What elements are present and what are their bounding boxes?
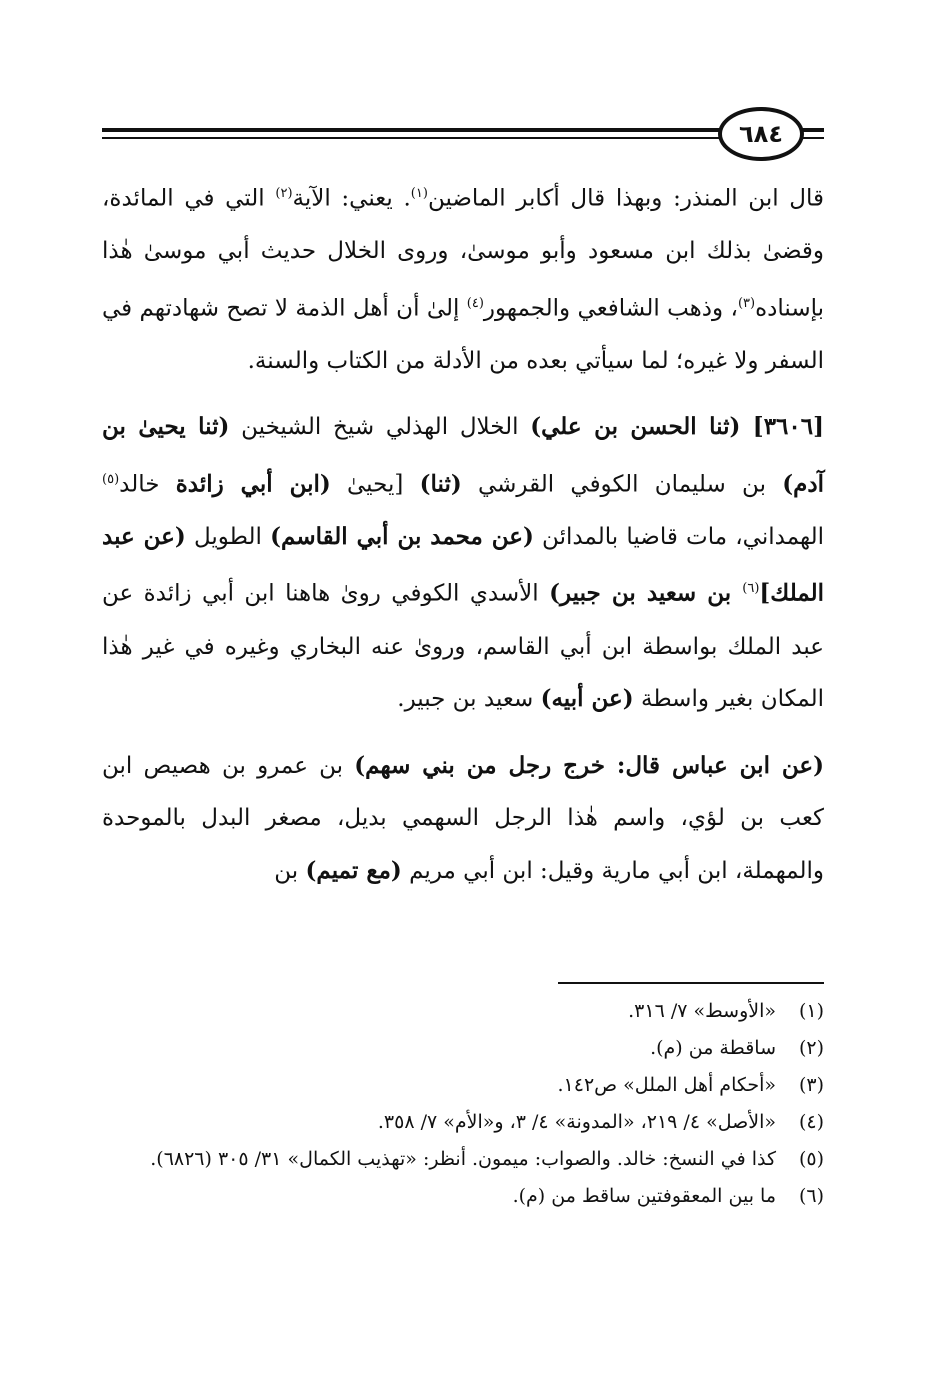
hadith-number: [٣٦٠٦] (ثنا الحسن بن علي) — [530, 413, 825, 441]
footnote-separator — [558, 982, 824, 984]
text-run: الأسدي الكوفي روىٰ هاهنا ابن أبي زائدة عن عبد الملك بواسطة ابن أبي القاسم، وروىٰ عنه البخاري وغيره في غير هٰذا المكان بغير واسطة — [102, 581, 824, 713]
narrator-bold: (عن عبد الملك] — [102, 522, 824, 608]
page-header — [0, 0, 945, 170]
narrator-bold: بن سعيد بن جبير) — [549, 580, 743, 608]
hadith-text-bold: (عن ابن عباس قال: خرج رجل من بني سهم) — [354, 751, 824, 779]
narrator-bold: (عن محمد بن أبي القاسم) — [270, 522, 534, 550]
footnote-ref: (٦) — [742, 581, 760, 597]
text-run: [يحيىٰ — [330, 471, 420, 498]
footnote-number: (٤) — [798, 1111, 824, 1133]
hadith-text-bold: (مع تميم) — [305, 856, 402, 884]
footnote-number: (٥) — [798, 1148, 824, 1170]
text-run: خالد — [119, 471, 176, 498]
header-rule-thick — [102, 128, 722, 132]
page-number-text: ٦٨٤ — [739, 120, 783, 148]
footnote — [102, 996, 824, 1027]
text-run: قال ابن المنذر: وبهذا قال أكابر الماضين — [427, 185, 825, 212]
footnote — [102, 1107, 824, 1138]
narrator-bold: (ابن أبي زائدة — [175, 470, 331, 498]
text-run: . يعني: الآية — [292, 185, 411, 212]
footnote-ref: (١) — [410, 186, 428, 201]
footnote — [102, 1033, 824, 1064]
header-rule-thin — [102, 137, 722, 139]
footnote — [102, 1181, 824, 1212]
footnote-ref: (٢) — [275, 186, 293, 201]
paragraph-2 — [102, 401, 824, 725]
text-run: التي في المائدة، وقضىٰ بذلك ابن مسعود وأبو موسىٰ، وروى الخلال حديث أبي موسىٰ هٰذا بإسناده — [102, 185, 825, 322]
main-text — [102, 168, 824, 897]
text-run: بن عمرو بن هصيص ابن كعب بن لؤي، واسم هٰذا الرجل السهمي بديل، مصغر البدل بالموحدة والمهملة، ابن أبي مارية وقيل: ابن أبي مريم — [102, 752, 824, 884]
text-run: ، وذهب الشافعي والجمهور — [483, 295, 738, 322]
footnote-number: (٢) — [798, 1037, 824, 1059]
narrator-bold: (عن أبيه) — [540, 685, 634, 713]
text-run: الهمداني، مات قاضيا بالمدائن — [533, 523, 825, 550]
footnote-text: «الأوسط» ٧/ ٣١٦. — [628, 1000, 776, 1022]
narrator-bold: (ثنا) — [419, 470, 462, 498]
text-run: بن — [274, 857, 306, 884]
footnote-number: (١) — [798, 1000, 824, 1022]
footnote-ref: (٣) — [737, 295, 756, 311]
footnote-number: (٣) — [798, 1074, 824, 1096]
text-run: الخلال الهذلي شيخ الشيخين — [229, 414, 531, 441]
paragraph-3 — [102, 740, 824, 898]
footnote-text: كذا في النسخ: خالد. والصواب: ميمون. أنظر: «تهذيب الكمال» ٣١/ ٣٠٥ (٦٨٢٦). — [150, 1148, 776, 1170]
footnote-ref: (٤) — [466, 295, 484, 311]
paragraph-1 — [102, 168, 824, 387]
footnote — [102, 1144, 824, 1175]
footnote-number: (٦) — [798, 1185, 824, 1207]
text-run: سعيد بن جبير. — [397, 686, 541, 713]
narrator-bold: (ثنا يحيىٰ بن آدم) — [102, 413, 824, 498]
footnote-text: ما بين المعقوفتين ساقط من (م). — [512, 1185, 776, 1207]
page-number — [718, 107, 804, 161]
footnote-text: «الأصل» ٤/ ٢١٩، «المدونة» ٤/ ٣، و«الأم» ٧/ ٣٥٨. — [377, 1111, 776, 1133]
text-run: الطويل — [185, 523, 271, 550]
footnote-ref: (٥) — [102, 471, 120, 487]
footnotes — [102, 996, 824, 1218]
text-run: إلىٰ أن أهل الذمة لا تصح شهادتهم في السفر ولا غيره؛ لما سيأتي بعده من الأدلة من الكتاب والسنة. — [102, 295, 824, 374]
text-run: بن سليمان الكوفي القرشي — [461, 471, 783, 498]
footnote-text: «أحكام أهل الملل» ص١٤٢. — [557, 1074, 776, 1096]
footnote — [102, 1070, 824, 1101]
footnote-text: ساقطة من (م). — [650, 1037, 776, 1059]
